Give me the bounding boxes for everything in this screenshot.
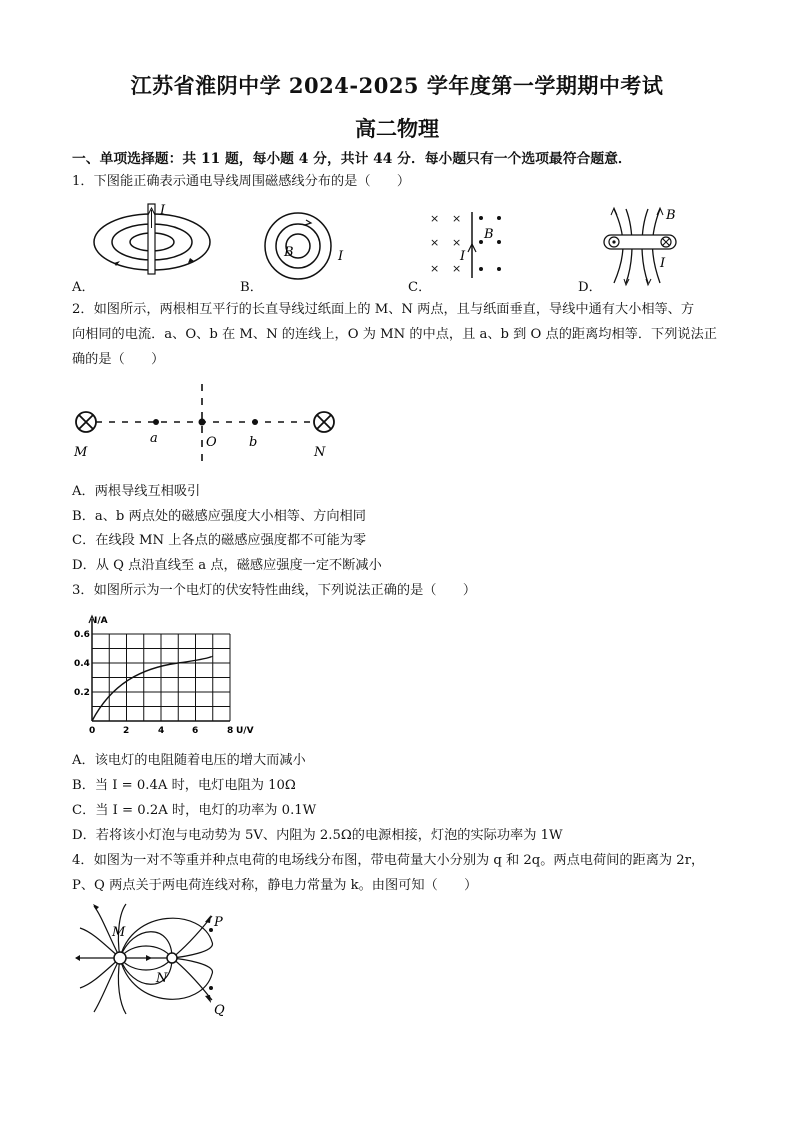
q1-figure-b (262, 208, 352, 283)
q4-stem-line-2: P、Q 两点关于两电荷连线对称，静电力常量为 k。由图可知（ ） (72, 878, 478, 893)
q1-stem: 1．下图能正确表示通电导线周围磁感线分布的是（ ） (72, 174, 411, 189)
q3-xtick-2: 2 (123, 726, 130, 736)
q2-label-n: N (314, 445, 326, 460)
svg-text:×: × (452, 236, 462, 249)
q2-label-a: a (150, 431, 158, 446)
q2-option-a[interactable]: A．两根导线互相吸引 (72, 484, 201, 499)
q2-option-d[interactable]: D．从 Q 点沿直线至 a 点，磁感应强度一定不断减小 (72, 558, 382, 573)
q2-stem-line-1: 2．如图所示，两根相互平行的长直导线过纸面上的 M、N 两点，且与纸面垂直，导线中通有大小相等、方 (72, 302, 695, 317)
section-heading: 一、单项选择题：共 11 题，每小题 4 分，共计 44 分．每小题只有一个选项最符合题意． (72, 151, 632, 167)
q2-stem-line-3: 确的是（ ） (72, 352, 165, 367)
svg-text:×: × (430, 262, 440, 275)
q3-ytick-04: 0.4 (74, 659, 90, 669)
q1-fig-c-label-b: B (484, 227, 494, 242)
q3-xtick-8: 8 (227, 726, 234, 736)
svg-text:×: × (430, 236, 440, 249)
q3-xtick-0: 0 (89, 726, 96, 736)
svg-text:×: × (452, 212, 462, 225)
q3-iv-graph (72, 613, 262, 743)
q3-option-a[interactable]: A．该电灯的电阻随着电压的增大而减小 (72, 753, 306, 768)
q1-fig-b-label-b: B (284, 245, 294, 260)
exam-title: 江苏省淮阴中学 2024-2025 学年度第一学期期中考试 (130, 73, 664, 98)
q1-option-a[interactable]: A． (72, 280, 95, 295)
q3-option-d[interactable]: D．若将该小灯泡与电动势为 5V、内阻为 2.5Ω的电源相接，灯泡的实际功率为 1W (72, 828, 563, 843)
q3-stem: 3．如图所示为一个电灯的伏安特性曲线，下列说法正确的是（ ） (72, 583, 477, 598)
svg-text:×: × (452, 262, 462, 275)
q2-option-c[interactable]: C．在线段 MN 上各点的磁感应强度都不可能为零 (72, 533, 367, 548)
q2-option-b[interactable]: B．a、b 两点处的磁感应强度大小相等、方向相同 (72, 509, 366, 524)
q1-figure-a (92, 200, 217, 280)
q2-label-m: M (74, 445, 88, 460)
q1-figure-c (428, 208, 518, 283)
q4-label-n: N (156, 971, 168, 986)
q3-xlabel: U/V (236, 726, 254, 736)
q2-label-b: b (249, 435, 258, 450)
q3-ylabel: I/A (94, 616, 108, 626)
q2-label-o: O (206, 435, 217, 450)
q1-option-b[interactable]: B． (240, 280, 263, 295)
q3-option-c[interactable]: C．当 I = 0.2A 时，电灯的功率为 0.1W (72, 803, 317, 818)
q4-stem-line-1: 4．如图为一对不等重并种点电荷的电场线分布图，带电荷量大小分别为 q 和 2q。两点电荷间的距离为 2r， (72, 853, 705, 868)
q1-fig-d-label-i: I (660, 256, 666, 271)
q4-label-m: M (112, 925, 126, 940)
q3-option-b[interactable]: B．当 I = 0.4A 时，电灯电阻为 10Ω (72, 778, 296, 793)
q3-ytick-06: 0.6 (74, 630, 90, 640)
q4-field-figure (72, 902, 247, 1022)
q1-fig-a-label-i: I (160, 203, 166, 218)
subject-title: 高二物理 (355, 116, 439, 141)
q1-figure-d (596, 205, 686, 285)
q3-xtick-4: 4 (158, 726, 165, 736)
q1-fig-d-label-b: B (666, 208, 676, 223)
q1-option-d[interactable]: D． (578, 280, 602, 295)
q1-fig-b-label-i: I (338, 249, 344, 264)
q4-label-q: Q (214, 1003, 225, 1018)
q2-figure (72, 380, 352, 470)
q4-label-p: P (214, 915, 223, 930)
svg-text:×: × (430, 212, 440, 225)
q1-fig-c-label-i: I (460, 249, 466, 264)
q3-xtick-6: 6 (192, 726, 199, 736)
q3-ytick-02: 0.2 (74, 688, 90, 698)
q2-stem-line-2: 向相同的电流．a、O、b 在 M、N 的连线上，O 为 MN 的中点，且 a、b 到 O 点的距离均相等．下列说法正 (72, 327, 717, 342)
q1-option-c[interactable]: C． (408, 280, 432, 295)
